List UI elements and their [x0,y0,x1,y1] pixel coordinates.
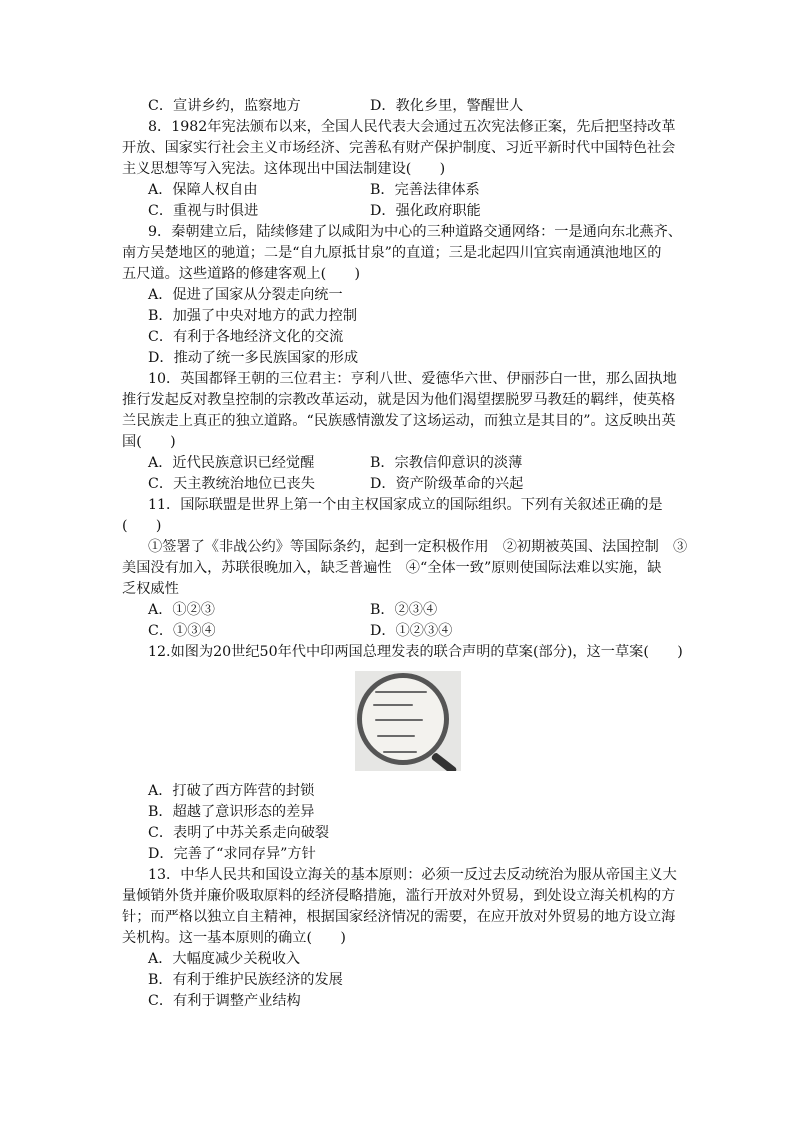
q13-stem-line: 针；而严格以独立自主精神，根据国家经济情况的需要，在应开放对外贸易的地方设立海 [122,909,676,925]
q10-option-c[interactable]: C．天主教统治地位已丧失 [148,476,315,492]
q11-option-a[interactable]: A．①②③ [148,602,215,618]
q8-stem-line: 开放、国家实行社会主义市场经济、完善私有财产保护制度、习近平新时代中国特色社会 [122,140,676,156]
handwriting-stroke [383,751,417,753]
q8-options-row [122,201,678,222]
q9-option-b[interactable]: B．加强了中央对地方的武力控制 [148,308,358,324]
question-13 [122,865,678,1012]
q8-option-b[interactable]: B．完善法律体系 [370,182,480,198]
q13-stem-line: 关机构。这一基本原则的确立( ) [122,930,346,946]
q10-options-row [122,453,678,474]
q13-option-b[interactable]: B．有利于维护民族经济的发展 [148,972,343,988]
q8-options-row [122,180,678,201]
q13-option-c[interactable]: C．有利于调整产业结构 [148,993,301,1009]
question-8 [122,117,678,222]
q13-option-a[interactable]: A．大幅度减少关税收入 [148,951,301,967]
q10-options-row [122,474,678,495]
q11-stem-line: 11．国际联盟是世界上第一个由主权国家成立的国际组织。下列有关叙述正确的是 [148,497,663,513]
q11-statement-line: ①签署了《非战公约》等国际条约，起到一定积极作用 ②初期被英国、法国控制 ③ [148,539,688,555]
q8-option-d[interactable]: D．强化政府职能 [370,203,481,219]
q11-stem-line: ( ) [122,518,162,534]
q11-option-c[interactable]: C．①③④ [148,623,216,639]
q11-option-d[interactable]: D．①②③④ [370,623,453,639]
q7-option-d[interactable]: D．教化乡里，警醒世人 [370,98,524,114]
draft-document-photo [355,671,461,771]
q10-stem-line: 推行发起反对教皇控制的宗教改革运动，就是因为他们渴望摆脱罗马教廷的羁绊，使英格 [122,392,676,408]
q10-option-b[interactable]: B．宗教信仰意识的淡薄 [370,455,523,471]
handwriting-stroke [373,704,413,706]
q8-stem-line: 8．1982年宪法颁布以来，全国人民代表大会通过五次宪法修正案，先后把坚持改革 [148,119,676,135]
q11-statement-line: 美国没有加入，苏联很晚加入，缺乏普遍性 ④“全体一致”原则使国际法难以实施，缺 [122,560,662,576]
q10-stem-line: 10．英国都铎王朝的三位君主：亨利八世、爱德华六世、伊丽莎白一世，那么固执地 [148,371,677,387]
q12-option-c[interactable]: C．表明了中苏关系走向破裂 [148,825,330,841]
q8-option-c[interactable]: C．重视与时俱进 [148,203,259,219]
q12-option-b[interactable]: B．超越了意识形态的差异 [148,804,315,820]
handwriting-stroke [375,691,427,693]
q9-stem-line: 五尺道。这些道路的修建客观上( ) [122,266,361,282]
handwriting-stroke [377,735,415,737]
question-12 [122,642,683,865]
magnifier-handle [431,752,458,771]
question-11 [122,495,688,642]
question-content [122,96,688,1012]
q7-option-c[interactable]: C．宣讲乡约，监察地方 [148,98,301,114]
handwriting-stroke [375,719,423,721]
q11-options-row [122,621,678,642]
q13-stem-line: 量倾销外货并廉价吸取原料的经济侵略措施，滥行开放对外贸易，到处设立海关机构的方 [122,888,676,904]
q8-option-a[interactable]: A．保障人权自由 [148,182,258,198]
q9-option-c[interactable]: C．有利于各地经济文化的交流 [148,329,344,345]
q13-stem-line: 13．中华人民共和国设立海关的基本原则：必须一反过去反动统治为服从帝国主义大 [148,867,677,883]
q12-option-d[interactable]: D．完善了“求同存异”方针 [148,846,316,862]
question-10 [122,369,678,495]
q10-option-d[interactable]: D．资产阶级革命的兴起 [370,476,524,492]
q10-stem-line: 国( ) [122,434,176,450]
q10-option-a[interactable]: A．近代民族意识已经觉醒 [148,455,315,471]
q11-statement-line: 乏权威性 [122,581,179,597]
q12-stem-line: 12.如图为20世纪50年代中印两国总理发表的联合声明的草案(部分)，这一草案( ) [148,644,683,660]
q9-option-d[interactable]: D．推动了统一多民族国家的形成 [148,350,359,366]
q9-stem-line: 9．秦朝建立后，陆续修建了以咸阳为中心的三种道路交通网络：一是通向东北燕齐、 [148,224,682,240]
q12-option-a[interactable]: A．打破了西方阵营的封锁 [148,783,315,799]
q9-option-a[interactable]: A．促进了国家从分裂走向统一 [148,287,343,303]
q8-stem-line: 主义思想等写入宪法。这体现出中国法制建设( ) [122,161,446,177]
q11-option-b[interactable]: B．②③④ [370,602,438,618]
question-9 [122,222,682,369]
q10-stem-line: 兰民族走上真正的独立道路。“民族感情激发了这场运动，而独立是其目的”。这反映出英 [122,413,676,429]
q11-options-row [122,600,678,621]
q7-options [122,96,678,117]
q9-stem-line: 南方吴楚地区的驰道；二是“自九原抵甘泉”的直道；三是北起四川宜宾南通滇池地区的 [122,245,662,261]
